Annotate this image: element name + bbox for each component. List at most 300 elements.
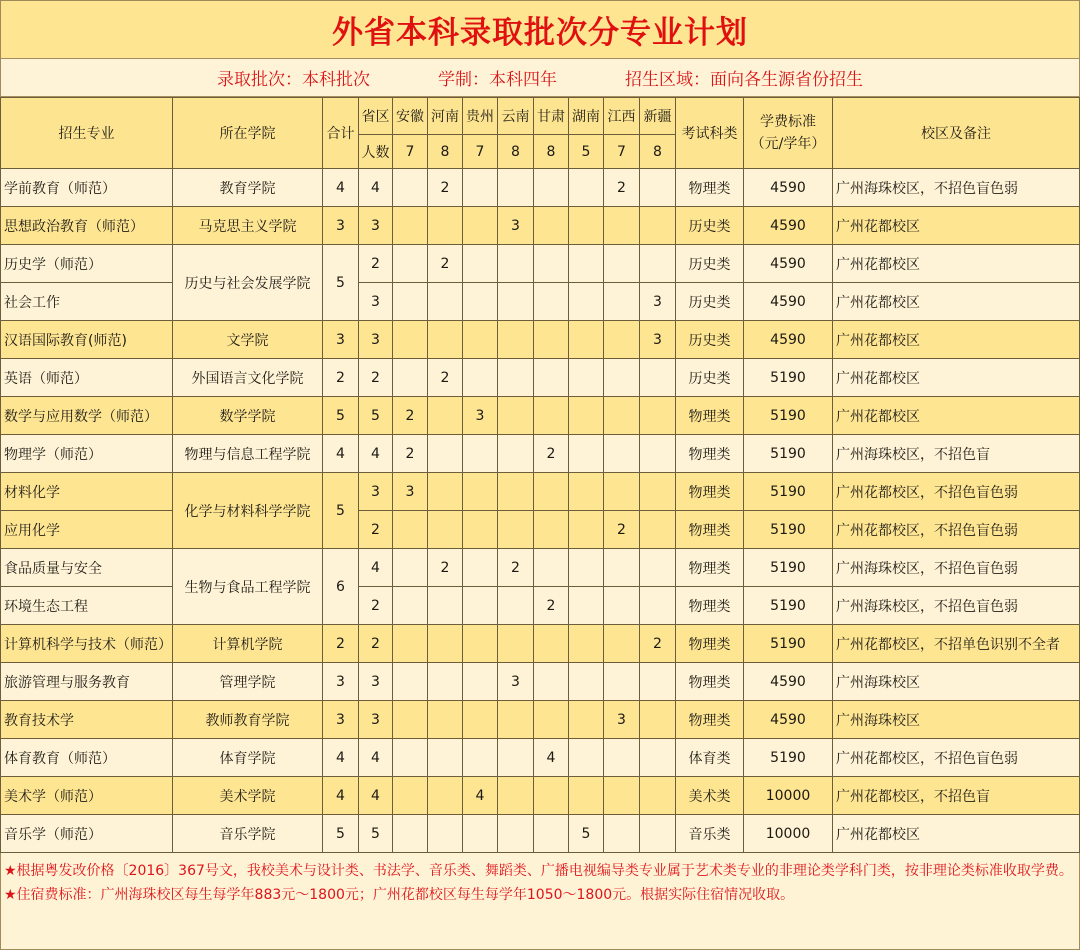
province-quota-cell	[604, 587, 640, 625]
province-quota-cell	[428, 625, 463, 663]
table-row	[1, 283, 1080, 321]
province-quota-cell	[569, 625, 604, 663]
major-cell: 美术学（师范）	[1, 777, 173, 815]
major-cell: 音乐学（师范）	[1, 815, 173, 853]
total-cell: 5	[323, 245, 359, 321]
province-quota-cell	[604, 283, 640, 321]
province-quota-cell: 4	[463, 777, 498, 815]
province-quota-cell	[393, 511, 428, 549]
province-quota-cell	[604, 815, 640, 853]
province-quota-cell: 3	[498, 663, 534, 701]
province-quota-cell	[604, 739, 640, 777]
college-cell: 文学院	[173, 321, 323, 359]
province-quota-cell	[534, 625, 569, 663]
college-cell: 历史与社会发展学院	[173, 245, 323, 321]
province-quota-cell	[393, 739, 428, 777]
province-quota-cell	[604, 321, 640, 359]
exam-type-cell: 历史类	[676, 207, 744, 245]
exam-type-cell: 物理类	[676, 473, 744, 511]
province-quota-cell	[463, 701, 498, 739]
footer-notes	[1, 853, 1079, 907]
college-cell: 数学学院	[173, 397, 323, 435]
province-quota-cell	[569, 207, 604, 245]
province-quota-cell	[569, 777, 604, 815]
province-quota-cell: 3	[498, 207, 534, 245]
province-quota-cell: 2	[604, 511, 640, 549]
footnote-accommodation: ★住宿费标准：广州海珠校区每生每学年883元～1800元；广州花都校区每生每学年1050～1800元。根据实际住宿情况收取。	[4, 887, 795, 903]
province-quota-cell	[534, 283, 569, 321]
total-cell: 4	[323, 435, 359, 473]
province-quota-cell	[428, 435, 463, 473]
count-cell: 2	[359, 245, 393, 283]
province-quota-cell	[569, 739, 604, 777]
province-quota-cell	[569, 169, 604, 207]
province-quota-cell	[604, 473, 640, 511]
count-cell: 4	[359, 549, 393, 587]
tuition-cell: 4590	[744, 701, 833, 739]
campus-note-cell: 广州花都校区，不招单色识别不全者	[833, 625, 1080, 663]
exam-type-cell: 物理类	[676, 511, 744, 549]
exam-type-cell: 音乐类	[676, 815, 744, 853]
count-cell: 3	[359, 663, 393, 701]
header-province: 甘肃	[534, 98, 569, 135]
province-quota-cell	[498, 587, 534, 625]
footnote-art-tuition: ★根据粤发改价格〔2016〕367号文，我校美术与设计类、书法学、音乐类、舞蹈类、广播电视编导类专业属于艺术类专业的非理论类学科门类，按非理论类标准收取学费。	[4, 863, 1073, 879]
province-quota-cell	[604, 549, 640, 587]
province-quota-cell	[428, 397, 463, 435]
table-row	[1, 587, 1080, 625]
province-quota-cell	[428, 511, 463, 549]
total-cell: 2	[323, 359, 359, 397]
table-row	[1, 207, 1080, 245]
exam-type-cell: 历史类	[676, 321, 744, 359]
table-row	[1, 473, 1080, 511]
tuition-cell: 5190	[744, 587, 833, 625]
college-cell: 管理学院	[173, 663, 323, 701]
tuition-cell: 4590	[744, 207, 833, 245]
province-quota-cell	[534, 473, 569, 511]
exam-type-cell: 历史类	[676, 359, 744, 397]
table-row	[1, 245, 1080, 283]
table-row	[1, 739, 1080, 777]
campus-note-cell: 广州花都校区，不招色盲	[833, 777, 1080, 815]
province-quota-cell	[393, 169, 428, 207]
major-cell: 体育教育（师范）	[1, 739, 173, 777]
province-quota-cell	[569, 587, 604, 625]
header-row-1	[1, 98, 1080, 135]
province-quota-cell	[640, 169, 676, 207]
major-cell: 物理学（师范）	[1, 435, 173, 473]
study-duration: 学制：本科四年	[438, 70, 557, 90]
province-quota-cell	[498, 359, 534, 397]
province-quota-cell	[428, 815, 463, 853]
table-row	[1, 701, 1080, 739]
total-cell: 4	[323, 739, 359, 777]
province-quota-cell	[640, 359, 676, 397]
header-province: 贵州	[463, 98, 498, 135]
campus-note-cell: 广州海珠校区，不招色盲色弱	[833, 587, 1080, 625]
province-quota-cell	[428, 701, 463, 739]
province-quota-cell	[604, 397, 640, 435]
college-cell: 教师教育学院	[173, 701, 323, 739]
province-quota-cell	[498, 777, 534, 815]
campus-note-cell: 广州花都校区，不招色盲色弱	[833, 739, 1080, 777]
tuition-cell: 4590	[744, 169, 833, 207]
province-quota-cell	[428, 777, 463, 815]
major-cell: 数学与应用数学（师范）	[1, 397, 173, 435]
province-quota-cell	[463, 435, 498, 473]
campus-note-cell: 广州花都校区，不招色盲色弱	[833, 511, 1080, 549]
table-row	[1, 549, 1080, 587]
enrollment-region: 招生区域：面向各生源省份招生	[625, 70, 863, 90]
admission-batch: 录取批次：本科批次	[217, 70, 370, 90]
table-row	[1, 435, 1080, 473]
province-quota-cell	[534, 663, 569, 701]
page-title: 外省本科录取批次分专业计划	[332, 15, 748, 51]
province-quota-cell	[463, 473, 498, 511]
province-quota-cell	[463, 625, 498, 663]
count-cell: 2	[359, 511, 393, 549]
province-quota-cell: 5	[569, 815, 604, 853]
table-row	[1, 359, 1080, 397]
province-quota-cell	[640, 701, 676, 739]
table-body	[1, 169, 1080, 853]
province-quota-cell	[569, 663, 604, 701]
province-quota-cell	[534, 397, 569, 435]
province-quota-cell	[498, 283, 534, 321]
count-cell: 4	[359, 777, 393, 815]
province-quota-cell	[498, 511, 534, 549]
tuition-cell: 10000	[744, 777, 833, 815]
province-quota-cell: 2	[534, 587, 569, 625]
province-quota-cell	[428, 739, 463, 777]
tuition-cell: 10000	[744, 815, 833, 853]
major-cell: 旅游管理与服务教育	[1, 663, 173, 701]
exam-type-cell: 历史类	[676, 245, 744, 283]
province-quota-cell: 3	[463, 397, 498, 435]
province-quota-cell	[498, 701, 534, 739]
province-quota-cell: 2	[428, 359, 463, 397]
province-quota-cell	[498, 321, 534, 359]
header-province: 河南	[428, 98, 463, 135]
header-province-count: 8	[640, 135, 676, 169]
tuition-cell: 5190	[744, 359, 833, 397]
total-cell: 6	[323, 549, 359, 625]
header-province: 江西	[604, 98, 640, 135]
subtitle-bar	[1, 59, 1079, 97]
header-province: 新疆	[640, 98, 676, 135]
province-quota-cell	[604, 245, 640, 283]
college-cell: 计算机学院	[173, 625, 323, 663]
campus-note-cell: 广州海珠校区，不招色盲色弱	[833, 169, 1080, 207]
province-quota-cell: 2	[428, 169, 463, 207]
major-cell: 英语（师范）	[1, 359, 173, 397]
header-province-count: 8	[498, 135, 534, 169]
province-quota-cell	[463, 663, 498, 701]
count-cell: 4	[359, 739, 393, 777]
province-quota-cell	[569, 435, 604, 473]
exam-type-cell: 物理类	[676, 169, 744, 207]
tuition-cell: 5190	[744, 397, 833, 435]
province-quota-cell	[393, 549, 428, 587]
major-cell: 社会工作	[1, 283, 173, 321]
header-count-label: 人数	[359, 135, 393, 169]
province-quota-cell	[569, 511, 604, 549]
college-cell: 外国语言文化学院	[173, 359, 323, 397]
header-major: 招生专业	[1, 98, 173, 169]
province-quota-cell	[569, 321, 604, 359]
exam-type-cell: 物理类	[676, 701, 744, 739]
province-quota-cell	[393, 359, 428, 397]
province-quota-cell	[640, 815, 676, 853]
province-quota-cell: 2	[428, 549, 463, 587]
province-quota-cell	[393, 283, 428, 321]
province-quota-cell	[569, 701, 604, 739]
province-quota-cell	[604, 359, 640, 397]
tuition-cell: 5190	[744, 511, 833, 549]
major-cell: 材料化学	[1, 473, 173, 511]
header-province-count: 7	[463, 135, 498, 169]
province-quota-cell	[463, 207, 498, 245]
exam-type-cell: 物理类	[676, 397, 744, 435]
campus-note-cell: 广州海珠校区，不招色盲色弱	[833, 549, 1080, 587]
province-quota-cell	[428, 587, 463, 625]
province-quota-cell	[534, 777, 569, 815]
campus-note-cell: 广州海珠校区	[833, 663, 1080, 701]
province-quota-cell	[534, 245, 569, 283]
college-cell: 物理与信息工程学院	[173, 435, 323, 473]
province-quota-cell	[498, 739, 534, 777]
total-cell: 5	[323, 815, 359, 853]
province-quota-cell	[534, 359, 569, 397]
province-quota-cell	[569, 245, 604, 283]
province-quota-cell	[640, 511, 676, 549]
province-quota-cell	[498, 815, 534, 853]
count-cell: 3	[359, 207, 393, 245]
header-province: 云南	[498, 98, 534, 135]
major-cell: 学前教育（师范）	[1, 169, 173, 207]
province-quota-cell	[604, 777, 640, 815]
exam-type-cell: 物理类	[676, 663, 744, 701]
province-quota-cell	[428, 321, 463, 359]
header-province-count: 8	[428, 135, 463, 169]
college-cell: 美术学院	[173, 777, 323, 815]
province-quota-cell: 4	[534, 739, 569, 777]
total-cell: 3	[323, 207, 359, 245]
page-title-bar	[1, 1, 1079, 59]
major-cell: 历史学（师范）	[1, 245, 173, 283]
exam-type-cell: 物理类	[676, 625, 744, 663]
total-cell: 3	[323, 701, 359, 739]
table-row	[1, 511, 1080, 549]
table-row	[1, 777, 1080, 815]
major-cell: 教育技术学	[1, 701, 173, 739]
campus-note-cell: 广州花都校区	[833, 207, 1080, 245]
province-quota-cell	[534, 701, 569, 739]
province-quota-cell	[498, 397, 534, 435]
province-quota-cell	[498, 245, 534, 283]
header-province-count: 7	[604, 135, 640, 169]
tuition-cell: 5190	[744, 473, 833, 511]
province-quota-cell: 2	[604, 169, 640, 207]
province-quota-cell	[463, 587, 498, 625]
major-cell: 食品质量与安全	[1, 549, 173, 587]
header-province-count: 7	[393, 135, 428, 169]
total-cell: 5	[323, 473, 359, 549]
province-quota-cell	[604, 435, 640, 473]
province-quota-cell: 2	[393, 397, 428, 435]
enrollment-table	[0, 97, 1080, 853]
tuition-cell: 5190	[744, 549, 833, 587]
province-quota-cell: 2	[428, 245, 463, 283]
exam-type-cell: 历史类	[676, 283, 744, 321]
major-cell: 应用化学	[1, 511, 173, 549]
province-quota-cell	[393, 701, 428, 739]
province-quota-cell	[463, 321, 498, 359]
province-quota-cell	[640, 473, 676, 511]
province-quota-cell: 2	[393, 435, 428, 473]
province-quota-cell	[393, 815, 428, 853]
count-cell: 5	[359, 397, 393, 435]
province-quota-cell	[393, 625, 428, 663]
exam-type-cell: 物理类	[676, 549, 744, 587]
college-cell: 生物与食品工程学院	[173, 549, 323, 625]
province-quota-cell	[640, 397, 676, 435]
total-cell: 4	[323, 169, 359, 207]
total-cell: 5	[323, 397, 359, 435]
campus-note-cell: 广州花都校区	[833, 321, 1080, 359]
tuition-cell: 5190	[744, 435, 833, 473]
province-quota-cell	[569, 283, 604, 321]
header-province-count: 5	[569, 135, 604, 169]
total-cell: 3	[323, 321, 359, 359]
province-quota-cell: 3	[640, 321, 676, 359]
campus-note-cell: 广州花都校区	[833, 359, 1080, 397]
major-cell: 思想政治教育（师范）	[1, 207, 173, 245]
header-exam-type: 考试科类	[676, 98, 744, 169]
province-quota-cell	[569, 473, 604, 511]
province-quota-cell	[428, 473, 463, 511]
college-cell: 化学与材料科学学院	[173, 473, 323, 549]
province-quota-cell	[640, 549, 676, 587]
header-province-label: 省区	[359, 98, 393, 135]
campus-note-cell: 广州海珠校区	[833, 701, 1080, 739]
tuition-cell: 4590	[744, 283, 833, 321]
total-cell: 2	[323, 625, 359, 663]
province-quota-cell	[640, 245, 676, 283]
college-cell: 教育学院	[173, 169, 323, 207]
tuition-cell: 4590	[744, 245, 833, 283]
province-quota-cell	[393, 321, 428, 359]
tuition-cell: 4590	[744, 663, 833, 701]
header-total: 合计	[323, 98, 359, 169]
province-quota-cell	[463, 511, 498, 549]
province-quota-cell	[463, 283, 498, 321]
province-quota-cell: 3	[640, 283, 676, 321]
tuition-cell: 5190	[744, 739, 833, 777]
campus-note-cell: 广州海珠校区，不招色盲	[833, 435, 1080, 473]
province-quota-cell: 2	[640, 625, 676, 663]
count-cell: 4	[359, 169, 393, 207]
province-quota-cell	[640, 777, 676, 815]
province-quota-cell	[393, 663, 428, 701]
college-cell: 体育学院	[173, 739, 323, 777]
tuition-cell: 5190	[744, 625, 833, 663]
header-tuition	[744, 98, 833, 169]
province-quota-cell	[640, 663, 676, 701]
province-quota-cell	[393, 207, 428, 245]
province-quota-cell	[640, 207, 676, 245]
campus-note-cell: 广州花都校区	[833, 397, 1080, 435]
campus-note-cell: 广州花都校区	[833, 283, 1080, 321]
exam-type-cell: 体育类	[676, 739, 744, 777]
province-quota-cell: 2	[498, 549, 534, 587]
header-tuition-line1: 学费标准	[760, 114, 816, 130]
count-cell: 5	[359, 815, 393, 853]
count-cell: 3	[359, 283, 393, 321]
table-row	[1, 321, 1080, 359]
province-quota-cell	[534, 511, 569, 549]
province-quota-cell	[463, 245, 498, 283]
province-quota-cell	[463, 359, 498, 397]
table-row	[1, 169, 1080, 207]
count-cell: 3	[359, 473, 393, 511]
province-quota-cell	[640, 587, 676, 625]
province-quota-cell	[640, 739, 676, 777]
major-cell: 汉语国际教育(师范)	[1, 321, 173, 359]
province-quota-cell	[569, 397, 604, 435]
province-quota-cell	[604, 663, 640, 701]
province-quota-cell	[604, 207, 640, 245]
header-notes: 校区及备注	[833, 98, 1080, 169]
campus-note-cell: 广州花都校区	[833, 245, 1080, 283]
count-cell: 2	[359, 359, 393, 397]
header-tuition-line2: （元/学年）	[750, 136, 826, 152]
exam-type-cell: 物理类	[676, 587, 744, 625]
exam-type-cell: 物理类	[676, 435, 744, 473]
count-cell: 2	[359, 587, 393, 625]
total-cell: 4	[323, 777, 359, 815]
table-row	[1, 815, 1080, 853]
header-province: 安徽	[393, 98, 428, 135]
count-cell: 2	[359, 625, 393, 663]
table-row	[1, 663, 1080, 701]
province-quota-cell	[498, 625, 534, 663]
province-quota-cell	[640, 435, 676, 473]
province-quota-cell	[498, 473, 534, 511]
campus-note-cell: 广州花都校区，不招色盲色弱	[833, 473, 1080, 511]
header-province: 湖南	[569, 98, 604, 135]
college-cell: 马克思主义学院	[173, 207, 323, 245]
province-quota-cell	[498, 169, 534, 207]
province-quota-cell	[534, 207, 569, 245]
table-row	[1, 397, 1080, 435]
major-cell: 计算机科学与技术（师范）	[1, 625, 173, 663]
province-quota-cell	[534, 321, 569, 359]
province-quota-cell: 3	[393, 473, 428, 511]
province-quota-cell	[534, 815, 569, 853]
province-quota-cell	[569, 359, 604, 397]
province-quota-cell	[604, 625, 640, 663]
header-college: 所在学院	[173, 98, 323, 169]
college-cell: 音乐学院	[173, 815, 323, 853]
province-quota-cell: 2	[534, 435, 569, 473]
header-province-count: 8	[534, 135, 569, 169]
province-quota-cell	[569, 549, 604, 587]
province-quota-cell	[393, 587, 428, 625]
count-cell: 3	[359, 321, 393, 359]
province-quota-cell	[534, 549, 569, 587]
